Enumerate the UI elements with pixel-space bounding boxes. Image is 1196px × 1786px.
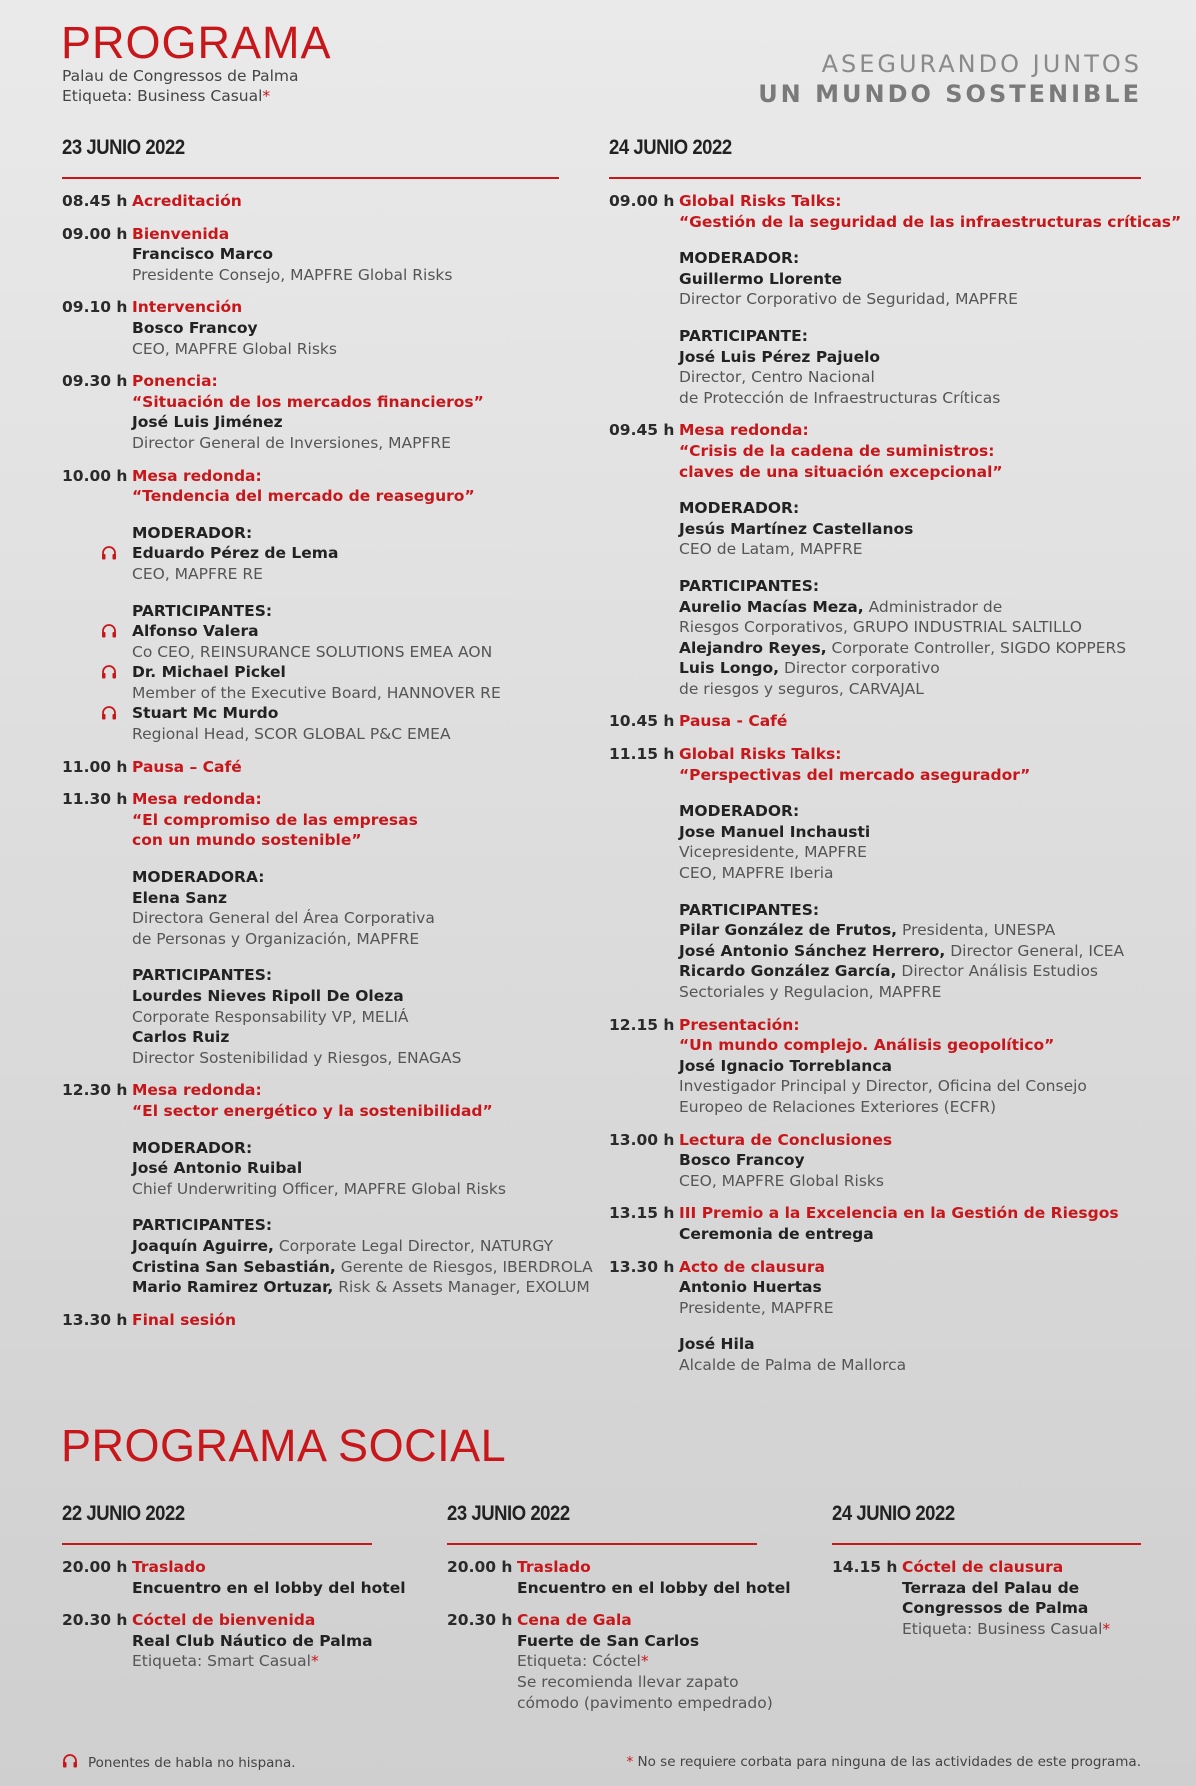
schedule-item xyxy=(609,1203,1169,1244)
speaker-name: José Luis Jiménez xyxy=(132,413,283,432)
event-content xyxy=(517,1610,827,1713)
event-block xyxy=(132,191,582,212)
event-block xyxy=(679,326,1181,408)
social-day2-divider xyxy=(447,1543,757,1545)
event-title: Traslado xyxy=(517,1558,591,1576)
event-block xyxy=(132,867,582,949)
participant-line xyxy=(679,658,1169,679)
event-title: Cóctel de bienvenida xyxy=(132,1611,316,1630)
event-title: “Un mundo complejo. Análisis geopolítico” xyxy=(679,1036,1055,1055)
event-title: “Tendencia del mercado de reaseguro” xyxy=(132,487,475,506)
speaker-name: José Hila xyxy=(679,1335,755,1354)
role-label: PARTICIPANTES: xyxy=(679,900,820,919)
event-block xyxy=(902,1557,1192,1639)
event-time: 13.15 h xyxy=(609,1204,675,1223)
event-content xyxy=(679,711,1169,732)
role-label: MODERADOR: xyxy=(132,523,253,542)
event-title: “Perspectivas del mercado asegurador” xyxy=(679,765,1031,784)
event-time: 09.45 h xyxy=(609,421,675,440)
schedule-item xyxy=(62,297,582,359)
event-title: “Gestión de la seguridad de las infraestructuras críticas” xyxy=(679,212,1182,231)
speaker-role: CEO, MAPFRE Global Risks xyxy=(679,1171,884,1190)
event-block xyxy=(132,965,582,1068)
social-day1-divider xyxy=(62,1543,372,1545)
event-time: 09.30 h xyxy=(62,372,128,391)
speaker-name: Aurelio Macías Meza, xyxy=(679,597,864,616)
schedule-item xyxy=(62,1610,442,1672)
speaker-name: Cristina San Sebastián, xyxy=(132,1257,336,1276)
speaker-role: Regional Head, SCOR GLOBAL P&C EMEA xyxy=(132,725,451,744)
event-content xyxy=(132,1310,582,1331)
participant-line xyxy=(679,941,1169,962)
event-block xyxy=(679,248,1181,310)
speaker-name: Encuentro en el lobby del hotel xyxy=(517,1578,791,1597)
event-content xyxy=(902,1557,1192,1639)
speaker-name: Antonio Huertas xyxy=(679,1278,822,1297)
event-time: 10.45 h xyxy=(609,712,675,731)
event-title: “El compromiso de las empresas xyxy=(132,810,418,829)
role-label: PARTICIPANTES: xyxy=(132,601,273,620)
role-label: PARTICIPANTES: xyxy=(132,966,273,985)
participant-line xyxy=(679,638,1169,659)
day1-schedule xyxy=(62,191,593,1342)
event-block xyxy=(679,744,1169,785)
speaker-name: Real Club Náutico de Palma xyxy=(132,1631,373,1650)
event-content xyxy=(517,1557,827,1598)
footer-speaker-note xyxy=(62,1754,296,1771)
social-day3-date: 24 JUNIO 2022 xyxy=(832,1502,955,1525)
headphones-icon xyxy=(101,546,117,560)
event-block xyxy=(132,1080,593,1121)
participant-line xyxy=(132,1277,593,1298)
speaker-role: Corporate Controller, SIGDO KOPPERS xyxy=(826,638,1127,657)
asterisk-mark: * xyxy=(262,87,271,105)
event-block xyxy=(679,1130,1169,1192)
speaker-name: Jesús Martínez Castellanos xyxy=(679,519,914,538)
speaker-name: José Luis Pérez Pajuelo xyxy=(679,347,881,366)
day1-date: 23 JUNIO 2022 xyxy=(62,136,185,159)
event-block xyxy=(679,576,1169,700)
day2-schedule xyxy=(609,191,1182,1388)
speaker-name: Joaquín Aguirre, xyxy=(132,1236,274,1255)
speaker-role: CEO, MAPFRE RE xyxy=(132,564,263,583)
event-title: “El sector energético y la sostenibilidad” xyxy=(132,1101,493,1120)
speaker-role: Europeo de Relaciones Exteriores (ECFR) xyxy=(679,1097,997,1116)
page-title: PROGRAMA xyxy=(61,17,332,68)
event-content xyxy=(132,297,582,359)
event-title: “Crisis de la cadena de suministros: xyxy=(679,441,995,460)
event-title: Acreditación xyxy=(132,192,242,210)
event-time: 09.00 h xyxy=(62,224,128,243)
event-block xyxy=(132,371,582,453)
event-content xyxy=(679,1203,1169,1244)
social-day3-divider xyxy=(832,1543,1141,1545)
event-block xyxy=(132,523,582,585)
speaker-name: Jose Manuel Inchausti xyxy=(679,822,871,841)
event-block xyxy=(132,789,582,851)
speaker-name: Encuentro en el lobby del hotel xyxy=(132,1578,406,1597)
speaker-role: Chief Underwriting Officer, MAPFRE Global Risks xyxy=(132,1179,506,1198)
event-time: 20.00 h xyxy=(447,1558,513,1576)
event-block xyxy=(132,466,582,507)
speaker-role: CEO de Latam, MAPFRE xyxy=(679,540,863,559)
event-block xyxy=(679,1203,1169,1244)
event-title: Bienvenida xyxy=(132,224,230,243)
speaker-name: José Antonio Ruibal xyxy=(132,1159,303,1178)
event-time: 13.30 h xyxy=(609,1257,675,1276)
event-title: Mesa redonda: xyxy=(132,790,262,809)
speaker-name: Terraza del Palau de xyxy=(902,1578,1080,1597)
event-time: 09.00 h xyxy=(609,192,675,210)
event-title: Cóctel de clausura xyxy=(902,1558,1064,1576)
speaker-role: Director Corporativo de Seguridad, MAPFRE xyxy=(679,290,1018,309)
schedule-item xyxy=(447,1557,827,1598)
speaker-role: Member of the Executive Board, HANNOVER RE xyxy=(132,683,501,702)
tagline-line-1: ASEGURANDO JUNTOS xyxy=(821,50,1142,78)
footer-tie-note-text: No se requiere corbata para ninguna de las actividades de este programa. xyxy=(633,1754,1141,1770)
event-title: Acto de clausura xyxy=(679,1257,826,1276)
event-block xyxy=(517,1557,827,1598)
speaker-name: Ricardo González García, xyxy=(679,962,897,981)
event-block xyxy=(679,1257,1169,1319)
event-title: Mesa redonda: xyxy=(132,1081,262,1100)
dress-code-text: Etiqueta: Business Casual xyxy=(902,1619,1103,1638)
speaker-name: Fuerte de San Carlos xyxy=(517,1631,700,1650)
social-day3-schedule xyxy=(832,1557,1192,1651)
role-label: MODERADOR: xyxy=(132,1138,253,1157)
dress-code xyxy=(62,86,299,106)
speaker-role: Presidente, MAPFRE xyxy=(679,1298,834,1317)
event-block xyxy=(132,757,582,778)
day2-divider xyxy=(609,177,1141,179)
event-title: Global Risks Talks: xyxy=(679,192,842,210)
participant-line xyxy=(132,1236,593,1257)
speaker-role: Gerente de Riesgos, IBERDROLA xyxy=(335,1257,593,1276)
event-title: Pausa – Café xyxy=(132,757,242,776)
schedule-item xyxy=(609,420,1169,699)
event-content xyxy=(132,191,582,212)
schedule-item xyxy=(62,1557,442,1598)
role-label: PARTICIPANTES: xyxy=(132,1216,273,1235)
day1-divider xyxy=(62,177,559,179)
event-content xyxy=(679,1130,1169,1192)
footer-speaker-note-text: Ponentes de habla no hispana. xyxy=(88,1755,296,1771)
schedule-item xyxy=(62,757,582,778)
day2-date: 24 JUNIO 2022 xyxy=(609,136,732,159)
speaker-name: Pilar González de Frutos, xyxy=(679,921,898,940)
event-title: III Premio a la Excelencia en la Gestión de Riesgos xyxy=(679,1204,1119,1223)
speaker-name: Bosco Francoy xyxy=(679,1151,805,1170)
social-day1-schedule xyxy=(62,1557,442,1684)
event-title: Presentación: xyxy=(679,1015,800,1034)
schedule-item xyxy=(447,1610,827,1713)
event-time: 11.30 h xyxy=(62,790,128,809)
speaker-name: José Ignacio Torreblanca xyxy=(679,1056,892,1075)
social-day2-date: 23 JUNIO 2022 xyxy=(447,1502,570,1525)
speaker-role: Risk & Assets Manager, EXOLUM xyxy=(333,1278,590,1297)
event-title: Mesa redonda: xyxy=(132,466,262,485)
event-title: Lectura de Conclusiones xyxy=(679,1130,893,1149)
event-title: Final sesión xyxy=(132,1310,237,1329)
event-block xyxy=(679,498,1169,560)
speaker-role: Administrador de xyxy=(863,597,1003,616)
social-day2-schedule xyxy=(447,1557,827,1725)
speaker-role: de riesgos y seguros, CARVAJAL xyxy=(679,679,924,698)
speaker-name: Guillermo Llorente xyxy=(679,269,842,288)
event-title: Global Risks Talks: xyxy=(679,745,842,764)
social-program-title: PROGRAMA SOCIAL xyxy=(61,1420,507,1471)
speaker-role: Director, Centro Nacional xyxy=(679,368,875,387)
event-content xyxy=(679,744,1169,1003)
dress-code-label: Etiqueta: Business Casual xyxy=(62,87,263,105)
speaker-role: Vicepresidente, MAPFRE xyxy=(679,843,867,862)
schedule-item xyxy=(609,711,1169,732)
speaker-name: Mario Ramirez Ortuzar, xyxy=(132,1278,334,1297)
event-content xyxy=(132,371,582,453)
event-title: Mesa redonda: xyxy=(679,421,809,440)
headphones-icon xyxy=(62,1754,78,1768)
speaker-name: Alejandro Reyes, xyxy=(679,638,827,657)
participant-line xyxy=(679,597,1169,618)
speaker-name: Eduardo Pérez de Lema xyxy=(132,543,582,564)
speaker-name: Bosco Francoy xyxy=(132,318,258,337)
event-block xyxy=(679,420,1169,482)
venue-name: Palau de Congressos de Palma xyxy=(62,67,299,85)
schedule-item xyxy=(62,224,582,286)
event-time: 12.15 h xyxy=(609,1015,675,1034)
headphones-icon xyxy=(101,624,117,638)
asterisk-mark: * xyxy=(310,1652,319,1671)
event-block xyxy=(679,1015,1169,1118)
event-block xyxy=(679,711,1169,732)
event-time: 20.00 h xyxy=(62,1558,128,1576)
schedule-item xyxy=(62,789,582,1068)
venue-info xyxy=(62,66,299,106)
event-block xyxy=(132,601,582,745)
event-content xyxy=(132,1557,442,1598)
asterisk-mark: * xyxy=(1102,1619,1111,1638)
speaker-name: Elena Sanz xyxy=(132,888,227,907)
tagline xyxy=(758,49,1142,109)
event-block xyxy=(679,801,1169,883)
event-block xyxy=(517,1610,827,1713)
dress-code-text: Etiqueta: Smart Casual xyxy=(132,1652,311,1671)
dress-code-text: Etiqueta: Cóctel xyxy=(517,1652,641,1671)
speaker-role: CEO, MAPFRE Global Risks xyxy=(132,339,337,358)
speaker-role: cómodo (pavimento empedrado) xyxy=(517,1693,773,1712)
speaker-name: Alfonso Valera xyxy=(132,621,582,642)
speaker-role: Presidente Consejo, MAPFRE Global Risks xyxy=(132,265,453,284)
event-content xyxy=(132,1610,442,1672)
speaker-role: Director General de Inversiones, MAPFRE xyxy=(132,433,451,452)
schedule-item xyxy=(62,191,582,212)
event-title: claves de una situación excepcional” xyxy=(679,462,1003,481)
event-title: Cena de Gala xyxy=(517,1611,632,1630)
schedule-item xyxy=(609,191,1182,408)
dress-code-note xyxy=(902,1619,1192,1640)
event-title: Traslado xyxy=(132,1558,206,1576)
speaker-name: Lourdes Nieves Ripoll De Oleza xyxy=(132,987,404,1005)
event-title: Ponencia: xyxy=(132,372,218,391)
event-time: 13.00 h xyxy=(609,1130,675,1149)
schedule-item xyxy=(609,1130,1169,1192)
event-block xyxy=(132,1610,442,1672)
event-time: 14.15 h xyxy=(832,1558,898,1576)
speaker-name: José Antonio Sánchez Herrero, xyxy=(679,941,946,960)
event-block xyxy=(132,297,582,359)
speaker-name: Carlos Ruiz xyxy=(132,1028,230,1047)
event-content xyxy=(679,420,1169,699)
event-title: Pausa - Café xyxy=(679,712,788,731)
role-label: MODERADOR: xyxy=(679,499,800,518)
event-block xyxy=(132,1138,593,1200)
event-title: Intervención xyxy=(132,298,243,317)
dress-code-note xyxy=(132,1651,442,1672)
event-title: “Situación de los mercados financieros” xyxy=(132,392,484,411)
event-block xyxy=(679,191,1181,232)
asterisk-mark: * xyxy=(640,1652,649,1671)
speaker-role: Directora General del Área Corporativa xyxy=(132,909,435,928)
footer-tie-note: * No se requiere corbata para ninguna de las actividades de este programa. xyxy=(626,1754,1141,1770)
event-time: 09.10 h xyxy=(62,298,128,317)
speaker-role: Riesgos Corporativos, GRUPO INDUSTRIAL SALTILLO xyxy=(679,618,1082,637)
role-label: MODERADORA: xyxy=(132,868,265,887)
event-time: 12.30 h xyxy=(62,1081,128,1100)
speaker-name: Congressos de Palma xyxy=(902,1599,1089,1618)
schedule-item xyxy=(609,744,1169,1003)
speaker-role: Director Análisis Estudios xyxy=(896,962,1098,981)
event-content xyxy=(679,1257,1169,1376)
event-content xyxy=(132,224,582,286)
speaker-name: Ceremonia de entrega xyxy=(679,1224,874,1243)
speaker-role: Director corporativo xyxy=(779,659,940,678)
event-block xyxy=(132,1215,593,1297)
schedule-item xyxy=(609,1257,1169,1376)
event-content xyxy=(132,1080,593,1297)
headphones-icon xyxy=(101,665,117,679)
speaker-name: Stuart Mc Murdo xyxy=(132,703,582,724)
participant-line xyxy=(679,961,1169,982)
event-time: 20.30 h xyxy=(447,1611,513,1630)
tagline-line-2: UN MUNDO SOSTENIBLE xyxy=(758,80,1142,108)
event-content xyxy=(132,466,582,745)
speaker-role: Director Sostenibilidad y Riesgos, ENAGAS xyxy=(132,1048,462,1067)
dress-code-note xyxy=(517,1651,827,1672)
schedule-item xyxy=(62,466,582,745)
speaker-role: Corporate Responsability VP, MELIÁ xyxy=(132,1007,409,1026)
social-day1-date: 22 JUNIO 2022 xyxy=(62,1502,185,1525)
speaker-role: Corporate Legal Director, NATURGY xyxy=(273,1236,554,1255)
speaker-role: Alcalde de Palma de Mallorca xyxy=(679,1355,907,1374)
role-label: PARTICIPANTE: xyxy=(679,326,808,345)
speaker-role: de Personas y Organización, MAPFRE xyxy=(132,929,420,948)
event-time: 08.45 h xyxy=(62,192,128,210)
event-content xyxy=(679,1015,1169,1118)
participant-line xyxy=(679,920,1169,941)
event-time: 11.15 h xyxy=(609,745,675,764)
role-label: MODERADOR: xyxy=(679,249,800,268)
event-time: 11.00 h xyxy=(62,757,128,776)
event-block xyxy=(679,900,1169,1003)
schedule-item xyxy=(62,1310,582,1331)
event-content xyxy=(679,191,1181,408)
event-block xyxy=(132,1310,582,1331)
speaker-name: Francisco Marco xyxy=(132,245,274,264)
speaker-role: Se recomienda llevar zapato xyxy=(517,1672,739,1691)
schedule-item xyxy=(832,1557,1192,1639)
speaker-role: Investigador Principal y Director, Oficina del Consejo xyxy=(679,1077,1087,1096)
speaker-name: Dr. Michael Pickel xyxy=(132,662,582,683)
schedule-item xyxy=(609,1015,1169,1118)
speaker-role: de Protección de Infraestructuras Críticas xyxy=(679,388,1001,407)
speaker-role: Presidenta, UNESPA xyxy=(897,921,1056,940)
event-content xyxy=(132,789,582,1068)
headphones-icon xyxy=(101,706,117,720)
schedule-item xyxy=(62,371,582,453)
event-block xyxy=(132,1557,442,1598)
role-label: PARTICIPANTES: xyxy=(679,576,820,595)
event-content xyxy=(132,757,582,778)
participant-line xyxy=(132,1257,593,1278)
speaker-role: Director General, ICEA xyxy=(945,941,1125,960)
event-block xyxy=(132,224,582,286)
speaker-name: Luis Longo, xyxy=(679,659,780,678)
event-title: con un mundo sostenible” xyxy=(132,831,362,850)
event-time: 10.00 h xyxy=(62,466,128,485)
event-time: 13.30 h xyxy=(62,1310,128,1329)
speaker-role: Co CEO, REINSURANCE SOLUTIONS EMEA AON xyxy=(132,642,493,661)
schedule-item xyxy=(62,1080,593,1297)
speaker-role: Sectoriales y Regulacion, MAPFRE xyxy=(679,983,942,1001)
event-time: 20.30 h xyxy=(62,1611,128,1630)
event-block xyxy=(679,1334,1169,1375)
speaker-role: CEO, MAPFRE Iberia xyxy=(679,864,834,883)
role-label: MODERADOR: xyxy=(679,802,800,821)
